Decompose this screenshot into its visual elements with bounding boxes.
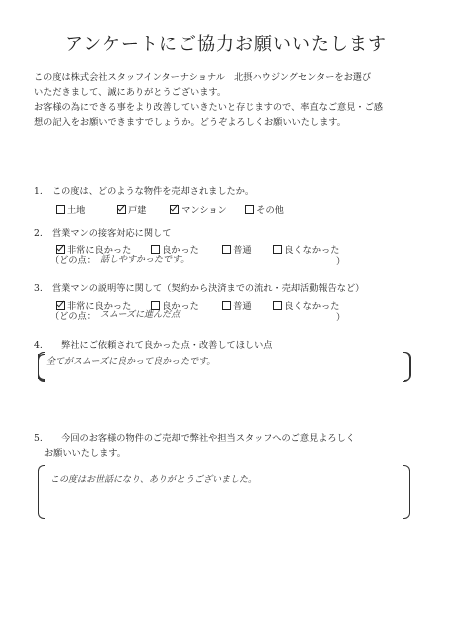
q1-options: [56, 198, 284, 217]
q1-option-house[interactable]: [117, 202, 165, 216]
q4-frame-right: [403, 352, 410, 382]
q3-point-answer[interactable]: スムーズに進んだ点: [100, 310, 181, 320]
page-title: アンケートにご協力お願いいたします: [65, 34, 387, 55]
q3-option-normal[interactable]: [222, 298, 268, 312]
q3-option-bad[interactable]: [273, 298, 339, 312]
question-2: 2. 営業マンの接客対応に関して: [34, 228, 172, 239]
question-3: 3. 営業マンの説明等に関して（契約から決済までの流れ・売却活動報告など）: [34, 283, 365, 294]
checkbox-house[interactable]: [117, 205, 126, 214]
option-label: その他: [256, 205, 284, 216]
option-label: 非常に良かった: [67, 245, 132, 256]
checkbox-land[interactable]: [56, 205, 65, 214]
intro-paragraph: [34, 70, 383, 130]
option-label: 良かった: [162, 245, 199, 256]
q3-point-label: （どの点：: [50, 311, 96, 322]
q1-option-other[interactable]: [245, 202, 284, 216]
q1-option-mansion[interactable]: [170, 202, 240, 216]
q2-point-label: （どの点：: [50, 255, 96, 266]
intro-line: お客様の為にできる事をより改善していきたいと存じますので、率直なご意見・ご感: [34, 102, 383, 113]
checkbox-normal[interactable]: [222, 301, 231, 310]
intro-line: この度は株式会社スタッフインターナショナル 北摂ハウジングセンターをお選び: [34, 72, 372, 83]
q4-frame-left: [38, 352, 45, 382]
option-label: 良かった: [162, 301, 199, 312]
intro-line: いただきまして、誠にありがとうございます。: [34, 87, 227, 98]
question-1: 1. この度は、どのような物件を売却されましたか。: [34, 186, 255, 197]
question-4: 4. 弊社にご依頼されて良かった点・改善してほしい点: [34, 340, 273, 351]
q5-frame-right: [403, 465, 410, 519]
q1-option-land[interactable]: [56, 202, 112, 216]
checkbox-other[interactable]: [245, 205, 254, 214]
option-label: 土地: [67, 205, 86, 216]
question-5-line-1: 5. 今回のお客様の物件のご売却で弊社や担当スタッフへのご意見よろしく: [34, 433, 355, 444]
intro-line: 想の記入をお願いできますでしょうか。どうぞよろしくお願いいたします。: [34, 117, 346, 128]
q2-options: [56, 238, 339, 257]
checkbox-mansion[interactable]: [170, 205, 179, 214]
option-label: 普通: [233, 245, 252, 256]
q2-close-paren: ）: [336, 256, 346, 267]
q2-option-bad[interactable]: [273, 242, 339, 256]
checkbox-normal[interactable]: [222, 245, 231, 254]
option-label: 戸建: [128, 205, 147, 216]
q5-answer-text[interactable]: この度はお世話になり、ありがとうございました。: [50, 475, 258, 485]
q2-option-normal[interactable]: [222, 242, 268, 256]
option-label: マンション: [181, 205, 227, 216]
q3-options: [56, 294, 339, 313]
checkbox-bad[interactable]: [273, 301, 282, 310]
q4-answer-text[interactable]: 全てがスムーズに良かって良かったです。: [46, 357, 216, 367]
option-label: 非常に良かった: [67, 301, 132, 312]
q3-close-paren: ）: [336, 312, 346, 323]
q2-point-answer[interactable]: 話しやすかったです。: [100, 255, 190, 265]
option-label: 良くなかった: [284, 245, 340, 256]
question-5-line-2: お願いいたします。: [44, 448, 126, 459]
option-label: 普通: [233, 301, 252, 312]
option-label: 良くなかった: [284, 301, 340, 312]
checkbox-bad[interactable]: [273, 245, 282, 254]
q5-frame-left: [38, 465, 45, 519]
